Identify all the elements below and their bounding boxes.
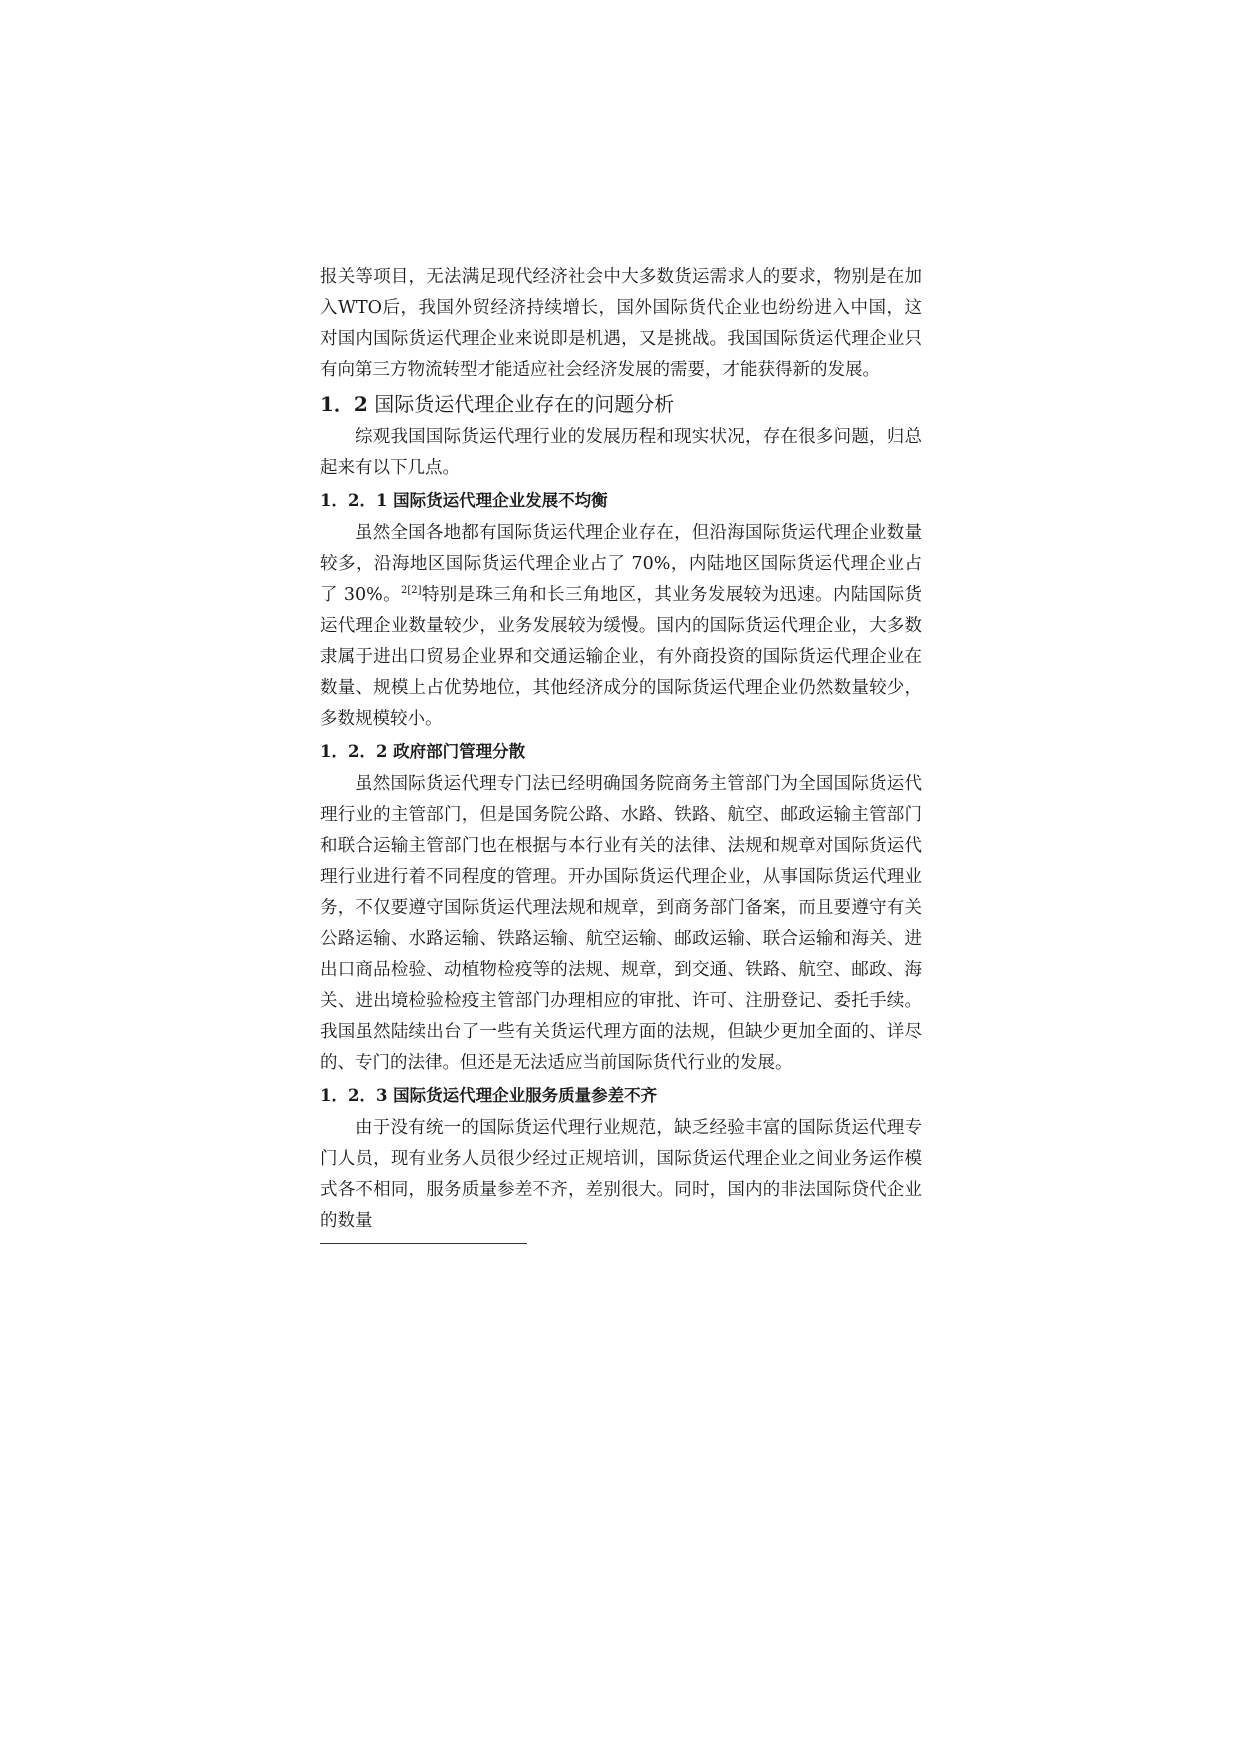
- document-page: [320, 262, 922, 1237]
- paragraph-service-quality: 由于没有统一的国际货运代理行业规范，缺乏经验丰富的国际货运代理专门人员，现有业务人员很少经过正规培训，国际货运代理企业之间业务运作模式各不相同，服务质量参差不齐，差别很大。同时，国内的非法国际贷代企业的数量: [320, 1118, 922, 1231]
- paragraph-imbalance-part1: 虽然全国各地都有国际货运代理企业存在，但沿海国际货运代理企业数量较多，沿海地区国际货运代理企业占了 70%，内陆地区国际货运代理企业占了 30%。: [320, 523, 922, 605]
- paragraph-government: 虽然国际货运代理专门法已经明确国务院商务主管部门为全国国际货运代理行业的主管部门，但是国务院公路、水路、铁路、航空、邮政运输主管部门和联合运输主管部门也在根据与本行业有关的法律、法规和规章对国际货运代理行业进行着不同程度的管理。开办国际货运代理企业，从事国际货运代理业务，不仅要遵守国际货运代理法规和规章，到商务部门备案，而且要遵守有关公路运输、水路运输、铁路运输、航空运输、邮政运输、联合运输和海关、进出口商品检验、动植物检疫等的法规、规章，到交通、铁路、航空、邮政、海关、进出境检验检疫主管部门办理相应的审批、许可、注册登记、委托手续。我国虽然陆续出台了一些有关货运代理方面的法规，但缺少更加全面的、详尽的、专门的法律。但还是无法适应当前国际货代行业的发展。: [320, 774, 922, 1073]
- paragraph-imbalance: [320, 518, 922, 735]
- footnote-reference: 2[2]: [400, 585, 422, 597]
- section-title: 国际货运代理企业存在的问题分析: [374, 392, 675, 416]
- section-heading-1-2-2: 1．2．2 政府部门管理分散: [320, 742, 526, 761]
- section-heading-1-2-3: 1．2．3 国际货运代理企业服务质量参差不齐: [320, 1086, 658, 1105]
- footnote-separator: [320, 1243, 527, 1244]
- paragraph-intro: 报关等项目，无法满足现代经济社会中大多数货运需求人的要求，物别是在加入WTO后，我国外贸经济持续增长，国外国际货代企业也纷纷进入中国，这对国内国际货运代理企业来说即是机遇，又是挑战。我国国际货运代理企业只有向第三方物流转型才能适应社会经济发展的需要，才能获得新的发展。: [320, 267, 922, 380]
- section-number: 1．2: [320, 392, 368, 416]
- paragraph-imbalance-part2: 特别是珠三角和长三角地区，其业务发展较为迅速。内陆国际货运代理企业数量较少，业务发展较为缓慢。国内的国际货运代理企业，大多数隶属于进出口贸易企业界和交通运输企业，有外商投资的国际货运代理企业在数量、规模上占优势地位，其他经济成分的国际货运代理企业仍然数量较少，多数规模较小。: [320, 585, 922, 729]
- section-heading-1-2-1: 1．2．1 国际货运代理企业发展不均衡: [320, 491, 608, 510]
- section-heading-1-2: [320, 386, 922, 422]
- paragraph-overview: 综观我国国际货运代理行业的发展历程和现实状况，存在很多问题，归总起来有以下几点。: [320, 427, 922, 478]
